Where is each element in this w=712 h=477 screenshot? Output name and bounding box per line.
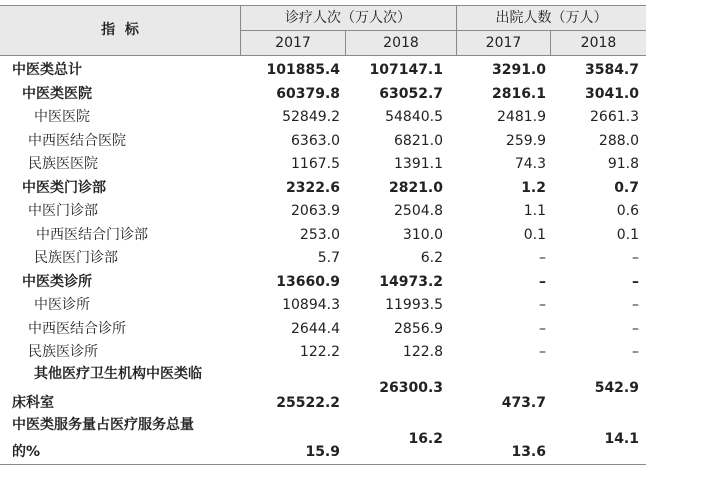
value-cell: 2821.0 bbox=[388, 179, 443, 196]
table-row bbox=[0, 340, 712, 364]
row-label: 床科室 bbox=[12, 395, 54, 411]
visits-group-header: 诊疗人次（万人次） bbox=[285, 10, 411, 26]
table-row bbox=[0, 58, 712, 82]
row-label: 民族医医院 bbox=[28, 156, 98, 172]
table-row bbox=[0, 176, 712, 200]
table-row bbox=[0, 293, 712, 317]
value-cell: 14.1 bbox=[604, 431, 639, 447]
value-cell: – bbox=[539, 250, 546, 266]
value-cell: 122.2 bbox=[299, 344, 340, 360]
value-cell: 259.9 bbox=[505, 132, 546, 149]
row-label: 中西医结合门诊部 bbox=[36, 226, 148, 243]
value-cell: 6821.0 bbox=[394, 132, 443, 149]
row-label: 的% bbox=[12, 444, 41, 460]
row-label: 中医诊所 bbox=[34, 297, 90, 313]
row-label: 中医类门诊部 bbox=[22, 179, 106, 196]
year-header: 2017 bbox=[275, 35, 311, 51]
value-cell: 107147.1 bbox=[369, 62, 443, 78]
table-row bbox=[0, 246, 712, 270]
table-row bbox=[0, 199, 712, 223]
value-cell: 253.0 bbox=[299, 226, 340, 243]
value-cell: – bbox=[539, 273, 546, 290]
value-cell: 54840.5 bbox=[385, 109, 443, 125]
value-cell: 3584.7 bbox=[584, 62, 639, 78]
value-cell: 310.0 bbox=[402, 226, 443, 243]
value-cell: 63052.7 bbox=[379, 85, 443, 102]
row-label: 中西医结合医院 bbox=[28, 132, 126, 149]
value-cell: 25522.2 bbox=[276, 395, 340, 411]
value-cell: 74.3 bbox=[514, 156, 546, 172]
value-cell: – bbox=[539, 344, 546, 360]
value-cell: 1.2 bbox=[521, 179, 546, 196]
value-cell: 2504.8 bbox=[394, 203, 443, 219]
indicator-header: 指 标 bbox=[101, 22, 139, 38]
year-header: 2018 bbox=[383, 35, 419, 51]
table-row bbox=[0, 129, 712, 153]
value-cell: 0.1 bbox=[523, 226, 546, 243]
value-cell: 14973.2 bbox=[379, 273, 443, 290]
value-cell: 2063.9 bbox=[291, 203, 340, 219]
value-cell: 13660.9 bbox=[276, 273, 340, 290]
value-cell: 91.8 bbox=[607, 156, 639, 172]
row-label: 中医类服务量占医疗服务总量 bbox=[12, 417, 194, 433]
value-cell: 5.7 bbox=[317, 250, 340, 266]
discharge-group-header: 出院人数（万人） bbox=[495, 10, 608, 26]
value-cell: 16.2 bbox=[408, 431, 443, 447]
row-label: 中医类诊所 bbox=[22, 273, 92, 290]
value-cell: 1167.5 bbox=[291, 156, 340, 172]
row-label: 中医类总计 bbox=[12, 62, 82, 78]
value-cell: 2856.9 bbox=[394, 320, 443, 337]
value-cell: 3291.0 bbox=[491, 62, 546, 78]
row-label: 中医医院 bbox=[34, 109, 90, 125]
value-cell: 15.9 bbox=[305, 444, 340, 460]
row-label: 中医门诊部 bbox=[28, 203, 98, 219]
row-label: 民族医门诊部 bbox=[34, 250, 118, 266]
value-cell: 26300.3 bbox=[379, 380, 443, 396]
value-cell: 6363.0 bbox=[291, 132, 340, 149]
value-cell: 2644.4 bbox=[291, 320, 340, 337]
value-cell: 473.7 bbox=[501, 395, 546, 411]
row-label: 民族医诊所 bbox=[28, 344, 98, 360]
table-row bbox=[0, 105, 712, 129]
value-cell: 0.1 bbox=[616, 226, 639, 243]
value-cell: 60379.8 bbox=[276, 85, 340, 102]
row-label: 中西医结合诊所 bbox=[28, 320, 126, 337]
table-row bbox=[0, 223, 712, 247]
value-cell: 2481.9 bbox=[497, 109, 546, 125]
value-cell: 288.0 bbox=[598, 132, 639, 149]
value-cell: 0.6 bbox=[616, 203, 639, 219]
value-cell: – bbox=[539, 297, 546, 313]
value-cell: 1391.1 bbox=[394, 156, 443, 172]
value-cell: 13.6 bbox=[511, 444, 546, 460]
value-cell: 10894.3 bbox=[282, 297, 340, 313]
row-label: 中医类医院 bbox=[22, 85, 92, 102]
value-cell: – bbox=[632, 250, 639, 266]
table-bottom-border bbox=[0, 464, 646, 465]
header-bottom-border bbox=[0, 55, 646, 56]
table-row bbox=[0, 82, 712, 106]
value-cell: – bbox=[632, 273, 639, 290]
value-cell: – bbox=[632, 320, 639, 337]
value-cell: – bbox=[632, 344, 639, 360]
year-header: 2017 bbox=[485, 35, 522, 51]
value-cell: – bbox=[632, 297, 639, 313]
value-cell: 11993.5 bbox=[385, 297, 443, 313]
value-cell: 2661.3 bbox=[590, 109, 639, 125]
value-cell: 122.8 bbox=[402, 344, 443, 360]
value-cell: 52849.2 bbox=[282, 109, 340, 125]
table-row bbox=[0, 270, 712, 294]
value-cell: 2322.6 bbox=[285, 179, 340, 196]
value-cell: 2816.1 bbox=[491, 85, 546, 102]
value-cell: 101885.4 bbox=[266, 62, 340, 78]
table-row bbox=[0, 152, 712, 176]
value-cell: 542.9 bbox=[594, 380, 639, 396]
value-cell: 1.1 bbox=[523, 203, 546, 219]
value-cell: 3041.0 bbox=[584, 85, 639, 102]
row-label: 其他医疗卫生机构中医类临 bbox=[34, 366, 202, 382]
table-row bbox=[0, 317, 712, 341]
year-header: 2018 bbox=[580, 35, 617, 51]
value-cell: – bbox=[539, 320, 546, 337]
value-cell: 6.2 bbox=[420, 250, 443, 266]
value-cell: 0.7 bbox=[614, 179, 639, 196]
